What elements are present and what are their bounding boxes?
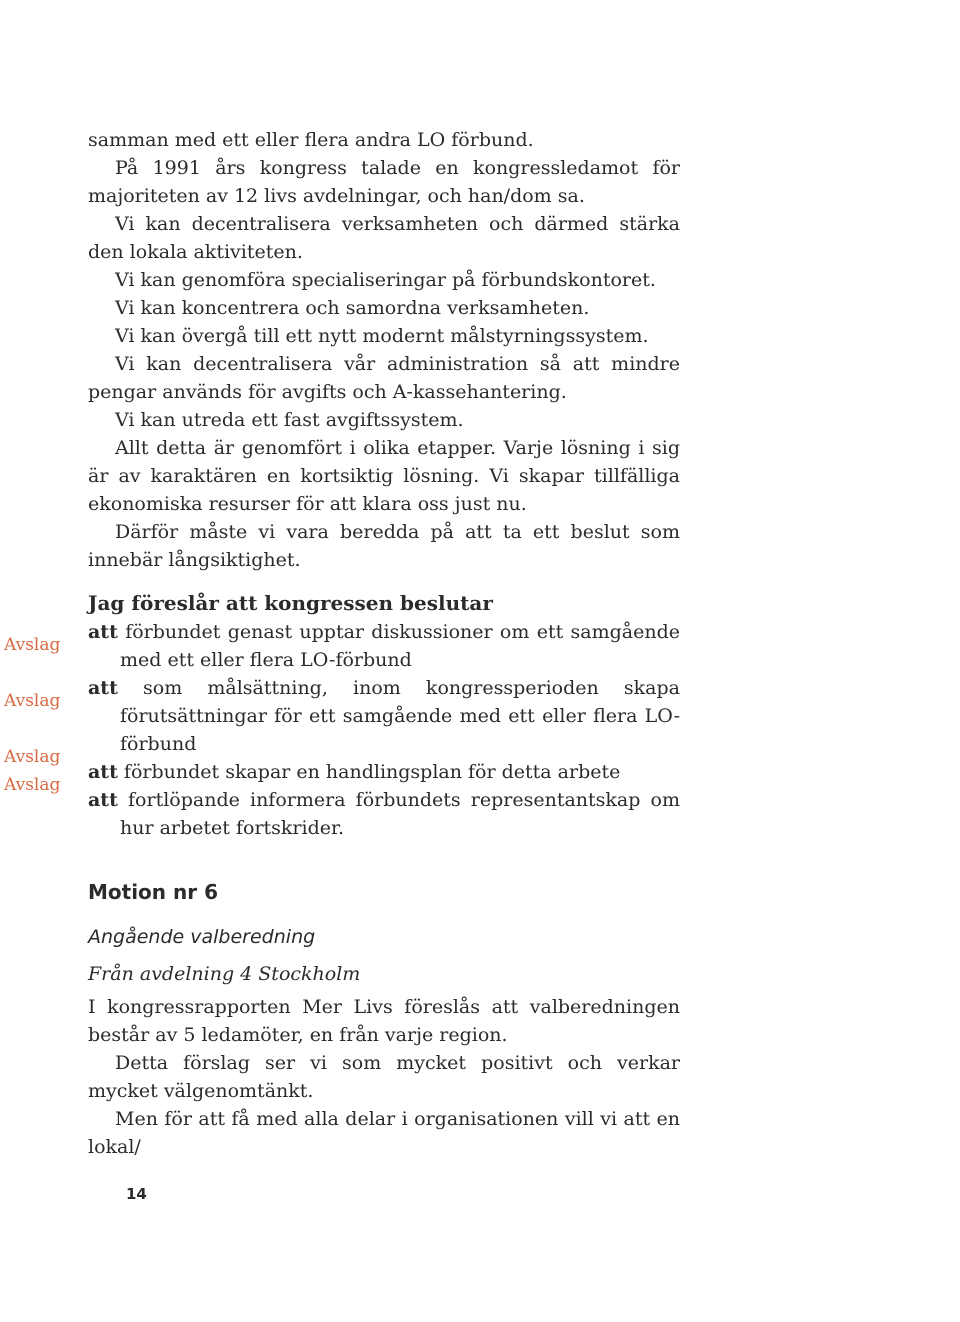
proposal-item <box>88 618 680 674</box>
att-word: att <box>88 789 118 811</box>
paragraph: Detta förslag ser vi som mycket positivt och verkar mycket välgenomtänkt. <box>88 1052 680 1102</box>
paragraph: Därför måste vi vara beredda på att ta ett beslut som innebär långsiktighet. <box>88 521 680 571</box>
margin-note-avslag: Avslag <box>4 747 61 767</box>
paragraph: Vi kan decentralisera verksamheten och därmed stärka den lokala aktiviteten. <box>88 213 680 263</box>
proposal-text: förbundet skapar en handlingsplan för detta arbete <box>123 761 621 783</box>
proposal-item <box>88 786 680 842</box>
paragraph: Vi kan koncentrera och samordna verksamheten. <box>115 297 590 319</box>
proposal-heading: Jag föreslår att kongressen beslutar <box>88 591 493 615</box>
paragraph: Vi kan decentralisera vår administration så att mindre pengar används för avgifts och A-kassehantering. <box>88 353 680 403</box>
motion-subtitle: Angående valberedning <box>88 926 316 948</box>
body-text <box>88 126 680 842</box>
paragraph: samman med ett eller flera andra LO förbund. <box>88 129 534 151</box>
motion-from: Från avdelning 4 Stockholm <box>88 963 361 985</box>
proposal-item <box>88 674 680 758</box>
paragraph: Men för att få med alla delar i organisationen vill vi att en lokal/ <box>88 1108 680 1158</box>
paragraph: Vi kan utreda ett fast avgiftssystem. <box>115 409 464 431</box>
proposal-text: förbundet genast upptar diskussioner om ett samgående med ett eller flera LO-förbund <box>120 621 680 671</box>
paragraph: På 1991 års kongress talade en kongressledamot för majoriteten av 12 livs avdelningar, och han/dom sa. <box>88 157 680 207</box>
paragraph: Vi kan övergå till ett nytt modernt målstyrningssystem. <box>115 325 649 347</box>
motion-title: Motion nr 6 <box>88 880 218 904</box>
att-word: att <box>88 761 118 783</box>
paragraph: Allt detta är genomfört i olika etapper. Varje lösning i sig är av karaktären en kortsiktig lösning. Vi skapar tillfälliga ekonomiska resurser för att klara oss just nu. <box>88 437 680 515</box>
margin-note-avslag: Avslag <box>4 691 61 711</box>
att-word: att <box>88 621 118 643</box>
motion-body <box>88 993 680 1161</box>
margin-note-avslag: Avslag <box>4 775 61 795</box>
proposal-text: som målsättning, inom kongressperioden skapa förutsättningar för ett samgående med ett eller flera LO-förbund <box>120 677 680 755</box>
att-word: att <box>88 677 118 699</box>
page-number: 14 <box>126 1185 147 1203</box>
proposal-text: fortlöpande informera förbundets representantskap om hur arbetet fortskrider. <box>120 789 680 839</box>
paragraph: Vi kan genomföra specialiseringar på förbundskontoret. <box>115 269 656 291</box>
margin-note-avslag: Avslag <box>4 635 61 655</box>
proposal-item <box>88 758 680 786</box>
paragraph: I kongressrapporten Mer Livs föreslås att valberedningen består av 5 ledamöter, en från varje region. <box>88 996 680 1046</box>
